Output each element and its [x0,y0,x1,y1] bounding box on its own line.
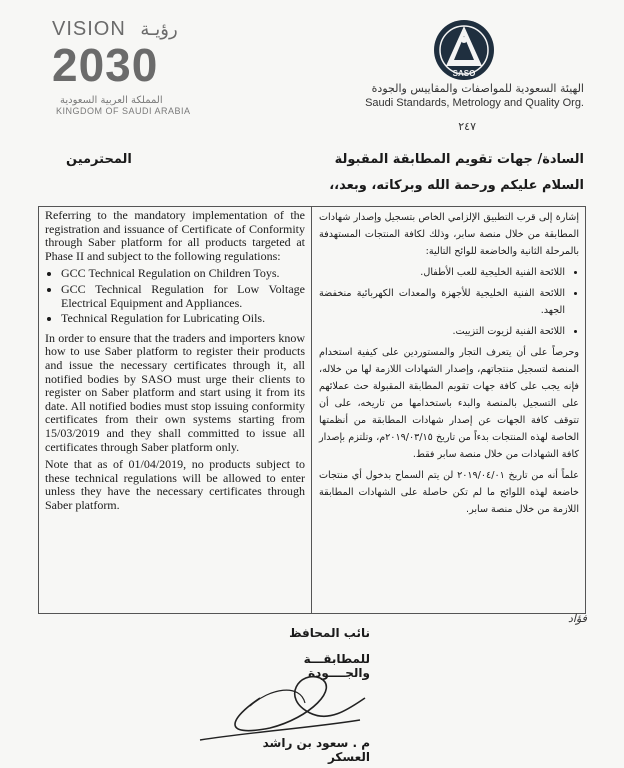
addressee-line: السادة/ جهات تقويم المطابقة المقبولة [334,152,584,167]
vision-label: VISION [52,18,126,40]
arabic-column [319,209,579,522]
english-paragraph-2: In order to ensure that the traders and importers know how to use Saber platform to register their products and issue the necessary certificates through it, all notified bodies by SASO must urge their clients to register on Saber platform and start using it from its date. All notified bodies must stop issuing conformity certificates from their own systems starting from 15/03/2019 and they shall committed to issue all certificates through Saber platform only. [45,330,305,454]
list-item: • GCC Technical Regulation for Low Voltage Electrical Equipment and Appliances. [61,283,305,310]
signatory-name: م . سعود بن راشد العسكر [262,736,370,764]
bilingual-body-box [38,206,586,614]
arabic-paragraph-3: علماً أنه من تاريخ ٢٠١٩/٠٤/٠١ لن يتم السماح بدخول أي منتجات خاضعة لهذه اللوائح ما لم تكن حاصلة على الشهادات المطابقة اللازمة من خلال منصة سابر. [319,470,579,515]
saso-logo-icon [432,18,496,82]
handwritten-note: فؤاد [568,612,587,625]
vision-year-mark [52,41,182,87]
kingdom-name-en: KINGDOM OF SAUDI ARABIA [56,106,191,116]
organization-name-ar: الهيئة السعودية للمواصفات والمقاييس والجودة [371,82,584,95]
vision-year-text: 2030 [52,41,159,87]
list-item: • اللائحة الفنية الخليجية للأجهزة والمعدات الكهربائية منخفضة الجهد. [319,285,565,319]
vision-2030-logo [52,18,192,116]
column-divider [311,207,312,613]
reference-number: ٢٤٧ [458,120,476,133]
arabic-paragraph-2: وحرصاً على أن يتعرف التجار والمستوردين على كيفية استخدام المنصة لتسجيل منتجاتهم، وإصدار الشهادات اللازمة لها من خلاله، فإنه يجب على كافة جهات تقويم المطابقة المقبولة حث عملائهم على التسجيل بالمنصة والبدء باستخدامها من تاريخه، على أن تتوقف كافة الجهات عن إصدار شهادات المطابقة من أنظمتها الخاصة لهذه المنتجات بدءاً من تاريخ ٢٠١٩/٠٣/١٥م، وتلتزم بإصدار كافة الشهادات من خلال منصة سابر فقط. [319,347,579,460]
greeting-line: السلام عليكم ورحمة الله وبركاته، وبعد،، [329,178,584,193]
list-item: • اللائحة الفنية لزيوت التزييت. [319,323,565,340]
list-item: • GCC Technical Regulation on Children Toys. [61,267,305,281]
organization-name [365,82,584,109]
arabic-regulations-list [319,264,579,340]
english-column [45,209,305,516]
list-item: • اللائحة الفنية الخليجية للعب الأطفال. [319,264,565,281]
arabic-intro: إشارة إلى قرب التطبيق الإلزامي الخاص بتسجيل وإصدار شهادات المطابقة من خلال منصة سابر، وذلك لكافة المنتجات المستهدفة بالمرحلة الثانية والخاضعة للوائح التالية: [319,212,579,257]
kingdom-name-ar: المملكة العربية السعودية [60,95,163,106]
list-item: • Technical Regulation for Lubricating Oils. [61,312,305,326]
organization-name-en: Saudi Standards, Metrology and Quality Org. [365,97,584,109]
vision-year [52,41,192,95]
handwritten-signature [190,658,390,748]
english-intro: Referring to the mandatory implementation of the registration and issuance of Certificate of Conformity through Saber platform for all products targeted at Phase II and subject to the following regulations: [45,208,305,263]
english-regulations-list [45,267,305,325]
vision-label-ar: رؤيـة [140,19,178,40]
signatory-department: للمطابقـــة والجــــودة [303,652,370,680]
honorific: المحترمين [66,152,132,167]
english-paragraph-3: Note that as of 01/04/2019, no products subject to these technical regulations will be allowed to enter unless they have the necessary certificates through Saber platform. [45,457,305,512]
signatory-title: نائب المحافظ [289,626,370,640]
saso-logo-text: SASO [452,69,476,78]
